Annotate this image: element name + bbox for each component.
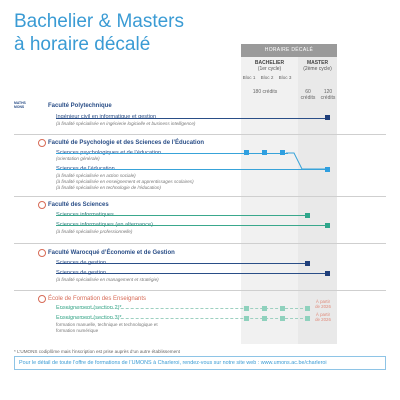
footer-info-box	[14, 356, 386, 370]
bloc-1-label: Bloc 1	[242, 75, 256, 80]
program-note: (à finalité spécialisée en enseignement et apprentissages scolaires)	[56, 179, 194, 184]
faculty-title: Faculté des Sciences	[48, 202, 109, 208]
program-line	[56, 118, 328, 119]
bloc-2-marker	[262, 316, 267, 321]
title-line-1: Bachelier & Masters	[14, 11, 185, 32]
availability-tag	[310, 312, 336, 322]
master-60-marker	[305, 213, 310, 218]
bachelier-label: BACHELIER	[254, 60, 285, 66]
bloc-3-marker	[280, 150, 285, 155]
bachelier-cycle: (1er cycle)	[257, 66, 282, 72]
faculty-icon	[38, 249, 46, 257]
faculty-icon	[38, 295, 46, 303]
band-header: HORAIRE DÉCALÉ	[241, 44, 337, 57]
program-note: formation numérique	[56, 328, 99, 333]
faculty-title: École de Formation des Enseignants	[48, 296, 147, 302]
bloc-1-marker	[244, 150, 249, 155]
bloc-2-marker	[262, 150, 267, 155]
master-60-credits: 60 crédits	[300, 89, 316, 101]
program-name: Ingénieur civil en informatique et gestion	[56, 114, 157, 120]
master-header	[298, 60, 337, 72]
program-line	[56, 318, 308, 319]
bloc-2-label: Bloc 2	[260, 75, 274, 80]
program-line	[56, 273, 328, 274]
logo-line-1: MATHS	[14, 101, 26, 105]
program-name: Enseignement (section 3)*	[56, 315, 122, 321]
program-name: Sciences informatiques	[56, 212, 114, 218]
master-60-marker	[305, 261, 310, 266]
faculty-title: Faculté Warocqué d’Économie et de Gestion	[48, 250, 175, 256]
footnote: * L’UMONS codiplôme mais l’inscription est prise auprès d’un autre établissement	[14, 349, 180, 354]
bachelier-credits: 180 crédits	[252, 89, 278, 95]
bloc-1-marker	[244, 316, 249, 321]
bloc-3-marker	[280, 316, 285, 321]
program-line	[56, 215, 308, 216]
footer-text: Pour le détail de toute l’offre de formations de l’UMONS à Charleroi, rendez-vous sur notre site web : www.umons.ac.be/charleroi	[19, 360, 327, 366]
master-120-marker	[325, 167, 330, 172]
program-name: Sciences de l’éducation	[56, 166, 115, 172]
program-name: Sciences psychologiques et de l’éducation	[56, 150, 162, 156]
program-name: Sciences de gestion	[56, 270, 107, 276]
master-label: MASTER	[306, 60, 329, 66]
availability-tag	[310, 299, 336, 309]
program-line	[56, 263, 308, 264]
section-divider	[14, 134, 386, 135]
bloc-1-marker	[244, 306, 249, 311]
program-name: Sciences de gestion	[56, 260, 107, 266]
bachelier-header	[241, 60, 298, 72]
tag-line: de 2026	[315, 317, 331, 322]
master-120-marker	[325, 115, 330, 120]
bloc-2-marker	[262, 306, 267, 311]
page-title	[14, 10, 224, 56]
program-line	[56, 153, 288, 154]
program-note: (orientation générale)	[56, 156, 100, 161]
bloc-3-marker	[280, 306, 285, 311]
program-name: Sciences informatiques (en alternance)	[56, 222, 154, 228]
section-divider	[14, 196, 386, 197]
master-120-marker	[325, 271, 330, 276]
tag-line: À partir	[315, 312, 331, 317]
program-note: (à finalité spécialisée en action sociale)	[56, 173, 136, 178]
master-120-credits: 120 crédits	[320, 89, 336, 101]
tag-line: de 2026	[315, 304, 331, 309]
umons-logo	[14, 101, 34, 109]
title-line-2: à horaire décalé	[14, 34, 151, 55]
bloc-3-label: Bloc 3	[278, 75, 292, 80]
program-note: (à finalité spécialisée en technologie de l’éducation)	[56, 185, 161, 190]
section-divider	[14, 243, 386, 244]
master-120-marker	[325, 223, 330, 228]
logo-line-2: MONS	[14, 105, 25, 109]
program-note: (à finalité spécialisée en ingénierie logicielle et business intelligence)	[56, 121, 196, 126]
section-divider	[14, 290, 386, 291]
program-line	[56, 225, 328, 226]
program-name: Enseignement (section 2)*	[56, 305, 122, 311]
program-note: (à finalité spécialisée professionnelle)	[56, 229, 133, 234]
program-line	[56, 308, 308, 309]
program-line	[56, 169, 328, 170]
faculty-title: Faculté de Psychologie et des Sciences de l’Éducation	[48, 140, 205, 146]
faculty-icon	[38, 139, 46, 147]
program-note: formation manuelle, technique et technologique et	[56, 322, 158, 327]
faculty-title: Faculté Polytechnique	[48, 103, 112, 109]
tag-line: À partir	[315, 299, 331, 304]
master-cycle: (2ème cycle)	[303, 66, 332, 72]
program-note: (à finalité spécialisée en management et stratégie)	[56, 277, 159, 282]
faculty-icon	[38, 201, 46, 209]
